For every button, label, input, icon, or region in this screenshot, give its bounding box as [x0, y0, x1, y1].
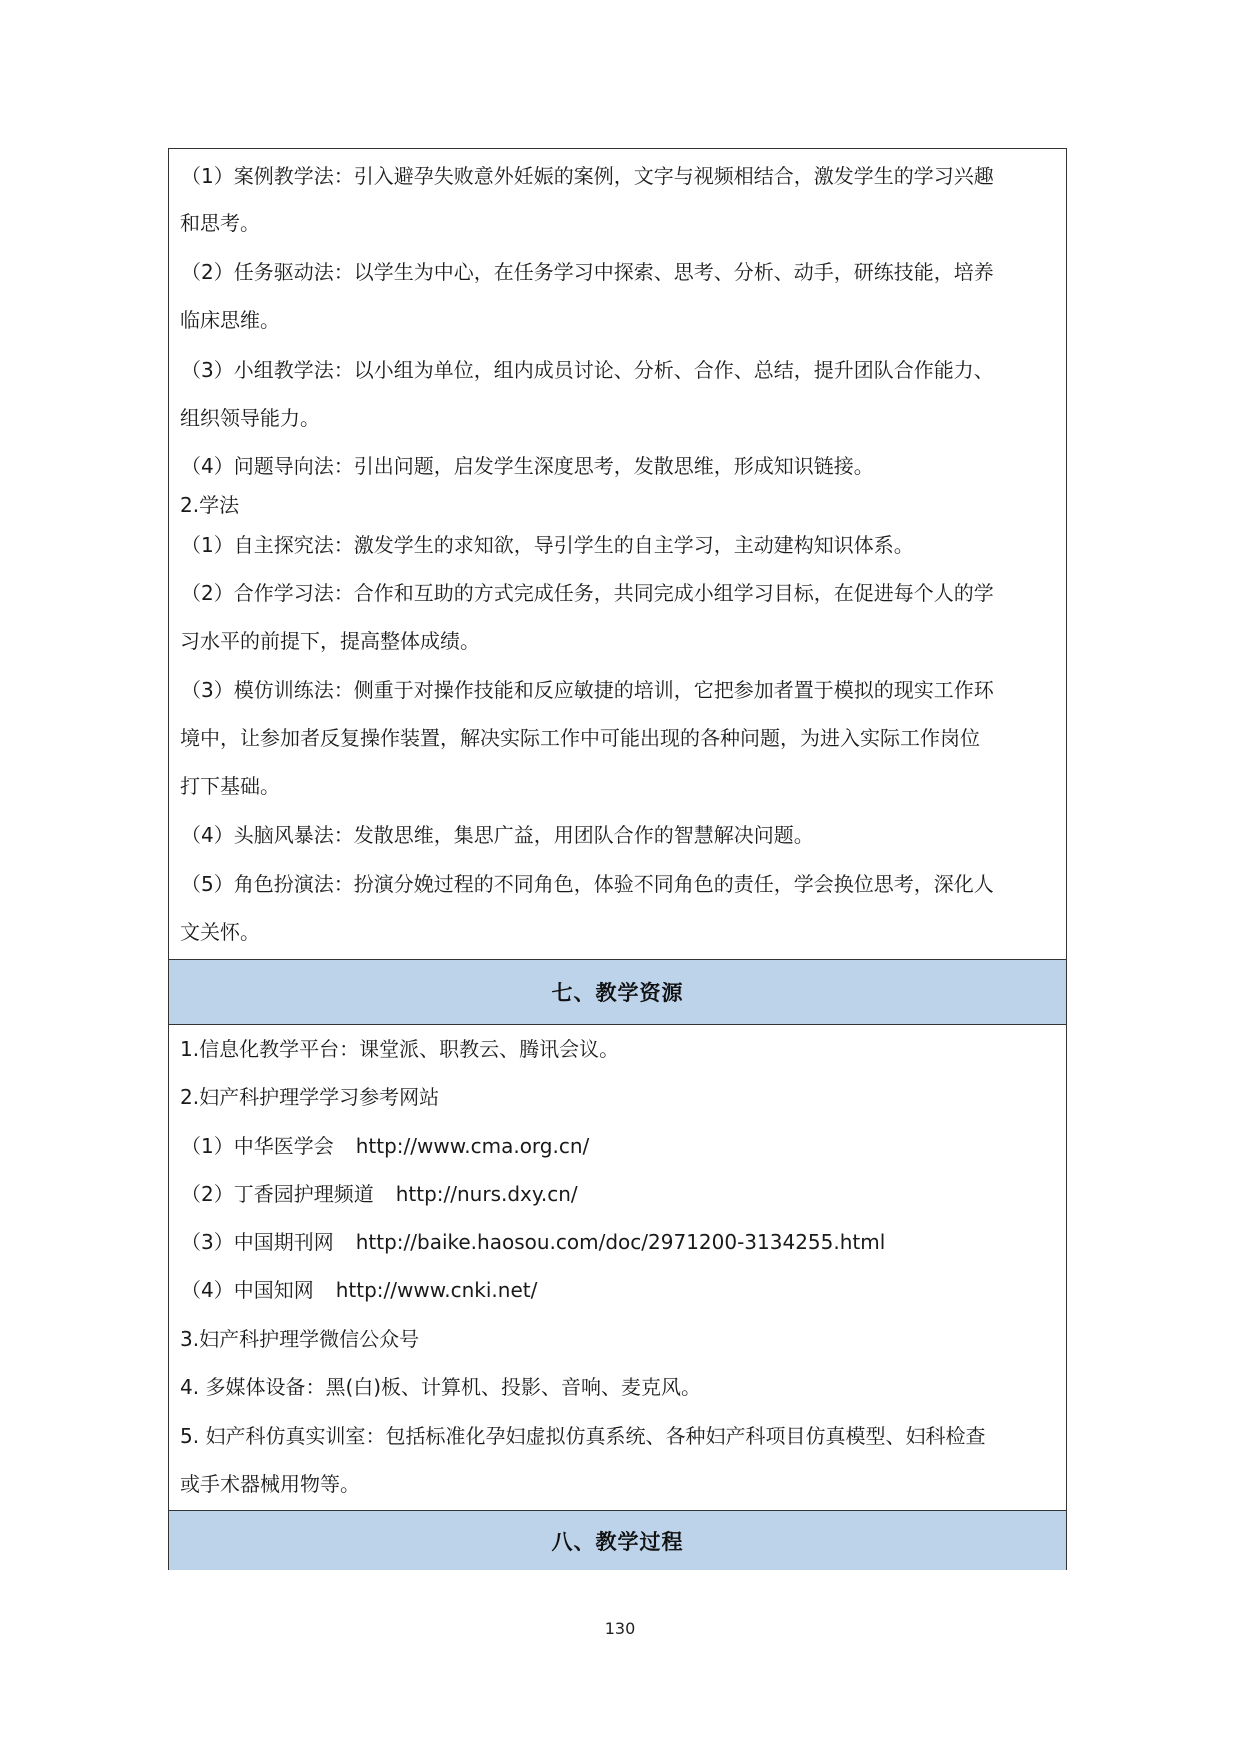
- study-cooperative-line1: （2）合作学习法：合作和互助的方式完成任务，共同完成小组学习目标，在促进每个人的学: [181, 581, 994, 605]
- resource-platform: 1.信息化教学平台：课堂派、职教云、腾讯会议。: [180, 1037, 620, 1061]
- study-role-play-line1: （5）角色扮演法：扮演分娩过程的不同角色，体验不同角色的责任，学会换位思考，深化人: [181, 872, 994, 896]
- study-cooperative-line2: 习水平的前提下，提高整体成绩。: [180, 629, 480, 653]
- study-self-exploration: （1）自主探究法：激发学生的求知欲，导引学生的自主学习，主动建构知识体系。: [181, 533, 914, 557]
- resource-wechat: 3.妇产科护理学微信公众号: [180, 1327, 420, 1351]
- resource-site-cma: [181, 1136, 589, 1156]
- method-group-teaching-line2: 组织领导能力。: [180, 406, 320, 430]
- resource-lab-line1: 5. 妇产科仿真实训室：包括标准化孕妇虚拟仿真系统、各种妇产科项目仿真模型、妇科检查: [180, 1424, 986, 1448]
- method-task-driven-line2: 临床思维。: [180, 308, 280, 332]
- site-url: http://www.cma.org.cn/: [355, 1134, 590, 1158]
- site-label: （1）中华医学会: [181, 1134, 334, 1158]
- site-label: （4）中国知网: [181, 1278, 314, 1302]
- section-title: 八、教学过程: [551, 1529, 684, 1554]
- section-title: 七、教学资源: [551, 981, 684, 1005]
- method-case-teaching-line2: 和思考。: [180, 211, 260, 235]
- resource-lab-line2: 或手术器械用物等。: [180, 1472, 360, 1496]
- site-url: http://baike.haosou.com/doc/2971200-3134255.html: [355, 1230, 886, 1254]
- method-task-driven-line1: （2）任务驱动法：以学生为中心，在任务学习中探索、思考、分析、动手，研练技能，培养: [181, 260, 994, 284]
- resource-site-dxy: [181, 1184, 578, 1204]
- lesson-plan-table: [168, 148, 1067, 1570]
- resource-websites-heading: 2.妇产科护理学学习参考网站: [180, 1085, 440, 1109]
- section-header-teaching-process: [169, 1510, 1066, 1570]
- site-url: http://www.cnki.net/: [335, 1278, 538, 1302]
- study-imitation-line2: 境中，让参加者反复操作装置，解决实际工作中可能出现的各种问题，为进入实际工作岗位: [180, 726, 980, 750]
- study-role-play-line2: 文关怀。: [180, 920, 260, 944]
- method-group-teaching-line1: （3）小组教学法：以小组为单位，组内成员讨论、分析、合作、总结，提升团队合作能力、: [181, 358, 994, 382]
- section-header-teaching-resources: [169, 959, 1066, 1025]
- method-problem-oriented: （4）问题导向法：引出问题，启发学生深度思考，发散思维，形成知识链接。: [181, 454, 874, 478]
- study-imitation-line3: 打下基础。: [180, 774, 280, 798]
- study-imitation-line1: （3）模仿训练法：侧重于对操作技能和反应敏捷的培训，它把参加者置于模拟的现实工作环: [181, 678, 994, 702]
- resource-site-cnki: [181, 1280, 537, 1300]
- site-label: （3）中国期刊网: [181, 1230, 334, 1254]
- resource-equipment: 4. 多媒体设备：黑(白)板、计算机、投影、音响、麦克风。: [180, 1375, 702, 1399]
- resource-site-haosou: [181, 1232, 885, 1252]
- site-label: （2）丁香园护理频道: [181, 1182, 374, 1206]
- site-url: http://nurs.dxy.cn/: [395, 1182, 578, 1206]
- study-methods-heading: 2.学法: [180, 493, 240, 517]
- study-brainstorm: （4）头脑风暴法：发散思维，集思广益，用团队合作的智慧解决问题。: [181, 823, 814, 847]
- method-case-teaching-line1: （1）案例教学法：引入避孕失败意外妊娠的案例，文字与视频相结合，激发学生的学习兴趣: [181, 164, 994, 188]
- page-number: 130: [604, 1619, 636, 1638]
